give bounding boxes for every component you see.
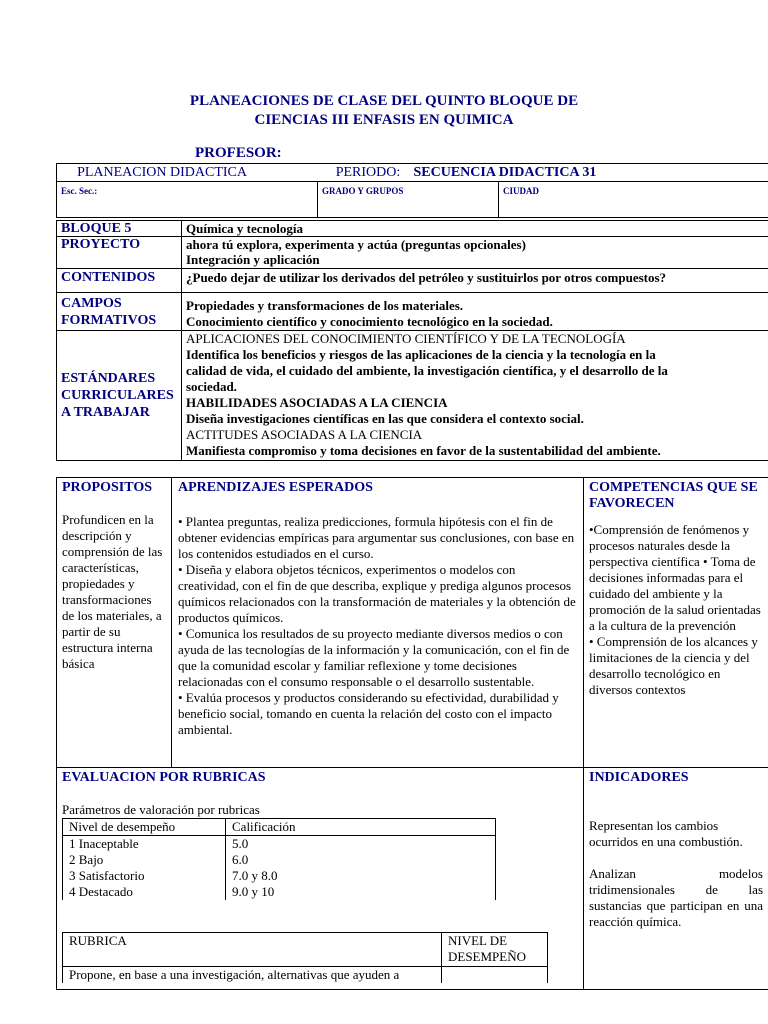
page-title-line1: PLANEACIONES DE CLASE DEL QUINTO BLOQUE DE [189, 93, 579, 109]
niveles-table [62, 818, 496, 900]
contenidos-label: CONTENIDOS [57, 269, 182, 293]
bloque-value: Química y tecnología [182, 221, 768, 237]
indicadores-header: INDICADORES [589, 770, 689, 785]
est-text-1a: Identifica los beneficios y riesgos de las aplicaciones de la ciencia y la tecnología en la [186, 347, 656, 362]
grado-label: GRADO Y GRUPOS [322, 186, 404, 196]
cal-1: 5.0 [232, 836, 249, 851]
profesor-label: PROFESOR: [195, 145, 282, 161]
contenidos-value: ¿Puedo dejar de utilizar los derivados del petróleo y sustituirlos por otros compuestos? [182, 269, 768, 293]
page-title-line2: CIENCIAS III ENFASIS EN QUIMICA [254, 112, 514, 128]
aprendizajes-header: APRENDIZAJES ESPERADOS [178, 480, 373, 495]
cal-3: 7.0 y 8.0 [232, 868, 278, 883]
nivel-2: 2 Bajo [69, 852, 104, 867]
estandares-label-line3: A TRABAJAR [61, 405, 150, 420]
estandares-value [182, 331, 768, 461]
evaluacion-header: EVALUACION POR RUBRICAS [62, 770, 266, 785]
cal-2: 6.0 [232, 852, 249, 867]
esc-sec-cell [57, 182, 318, 218]
campos-line1: Propiedades y transformaciones de los materiales. [186, 298, 464, 313]
est-heading-2: HABILIDADES ASOCIADAS A LA CIENCIA [186, 395, 448, 410]
grado-cell [318, 182, 499, 218]
ciudad-label: CIUDAD [503, 186, 539, 196]
calificacion-cell [226, 836, 496, 901]
campos-line2: Conocimiento científico y conocimiento tecnológico en la sociedad. [186, 314, 553, 329]
aprendizaje-item: • Plantea preguntas, realiza predicciones, formula hipótesis con el fin de obtener evidencias empíricas para argumentar sus conclusiones, con base en los contenidos estudiados en el curso. [178, 514, 575, 561]
propositos-cell [57, 478, 172, 768]
calificacion-col-header: Calificación [226, 819, 496, 836]
est-heading-1: APLICACIONES DEL CONOCIMIENTO CIENTÍFICO Y DE LA TECNOLOGÍA [186, 331, 626, 346]
bloque-label: BLOQUE 5 [57, 221, 182, 237]
competencias-text-2: • Comprensión de los alcances y limitaciones de la ciencia y del desarrollo tecnológico en diversos contextos [589, 634, 758, 697]
indicadores-text-2: Analizan modelos tridimensionales de las sustancias que participan en una reacción química. [589, 866, 763, 929]
nivel-4: 4 Destacado [69, 884, 133, 899]
nivel-3: 3 Satisfactorio [69, 868, 145, 883]
est-text-1b: calidad de vida, el cuidado del ambiente, la investigación científica, y el desarrollo de la [186, 363, 668, 378]
indicadores-text-1: Representan los cambios ocurridos en una combustión. [589, 818, 743, 849]
aprendizaje-item: • Comunica los resultados de su proyecto mediante diversos medios o con ayuda de las tecnologías de la información y la comunicación, con el fin de que la comunidad escolar y familiar reflexione y tome decisiones relacionadas con el consumo responsable o el desarrollo sustentable. [178, 626, 570, 689]
planeacion-row [57, 164, 768, 182]
est-text-1c: sociedad. [186, 379, 237, 394]
rubrica-nivel-cell [442, 967, 548, 984]
competencias-text-1: •Comprensión de fenómenos y procesos naturales desde la perspectiva científica • Toma de decisiones informadas para el cuidado del ambiente y la promoción de la salud orientadas a la cultura de la prevención [589, 522, 761, 633]
secuencia-didactica: SECUENCIA DIDACTICA 31 [413, 165, 597, 180]
esc-sec-label: Esc. Sec.: [61, 186, 98, 196]
competencias-cell [584, 478, 768, 768]
nivel-desempeno-header: NIVEL DE DESEMPEÑO [442, 933, 548, 967]
estandares-label [57, 331, 182, 461]
aprendizaje-item: • Diseña y elabora objetos técnicos, experimentos o modelos con creatividad, con el fin de que describa, explique y prediga algunos procesos químicos relacionados con la transformación de materiales y la obtención de productos químicos. [178, 562, 576, 625]
est-text-2: Diseña investigaciones científicas en las que considera el contexto social. [186, 411, 584, 426]
estandares-label-line2: CURRICULARES [61, 388, 174, 403]
campos-value [182, 293, 768, 331]
rubrica-text: Propone, en base a una investigación, alternativas que ayuden a [63, 967, 442, 984]
propositos-text: Profundicen en la descripción y comprensión de las características, propiedades y transformaciones de los materiales, a partir de su estructura interna básica [62, 512, 163, 671]
nivel-cell [63, 836, 226, 901]
bloque-table [56, 220, 768, 461]
est-text-3: Manifiesta compromiso y toma decisiones en favor de la sustentabilidad del ambiente. [186, 443, 661, 458]
indicadores-cell [584, 768, 768, 990]
proyecto-line2: Integración y aplicación [186, 252, 320, 267]
periodo-label: PERIODO: [335, 165, 401, 180]
planeacion-didactica: PLANEACION DIDACTICA [77, 165, 247, 180]
competencias-header: COMPETENCIAS QUE SE FAVORECEN [589, 480, 758, 511]
niveles-col-header: Nivel de desempeño [63, 819, 226, 836]
estandares-label-line1: ESTÁNDARES [61, 371, 156, 386]
est-heading-3: ACTITUDES ASOCIADAS A LA CIENCIA [186, 427, 423, 442]
header-table [56, 163, 768, 218]
proyecto-value [182, 237, 768, 269]
cal-4: 9.0 y 10 [232, 884, 275, 899]
propositos-header: PROPOSITOS [62, 480, 152, 495]
campos-label-line2: FORMATIVOS [61, 313, 157, 328]
planning-table [56, 477, 768, 990]
parametros-text: Parámetros de valoración por rubricas [62, 802, 260, 817]
evaluacion-cell [57, 768, 584, 990]
proyecto-line1: ahora tú explora, experimenta y actúa (preguntas opcionales) [186, 237, 526, 252]
aprendizajes-cell [172, 478, 584, 768]
nivel-1: 1 Inaceptable [69, 836, 139, 851]
rubrica-table [62, 932, 548, 983]
ciudad-cell [499, 182, 768, 218]
rubrica-header: RUBRICA [63, 933, 442, 967]
aprendizaje-item: • Evalúa procesos y productos considerando su efectividad, durabilidad y beneficio social, tomando en cuenta la relación del costo con el impacto ambiental. [178, 690, 559, 737]
campos-label-line1: CAMPOS [61, 296, 122, 311]
campos-label [57, 293, 182, 331]
aprendizajes-list [178, 514, 577, 738]
proyecto-label: PROYECTO [57, 237, 182, 269]
